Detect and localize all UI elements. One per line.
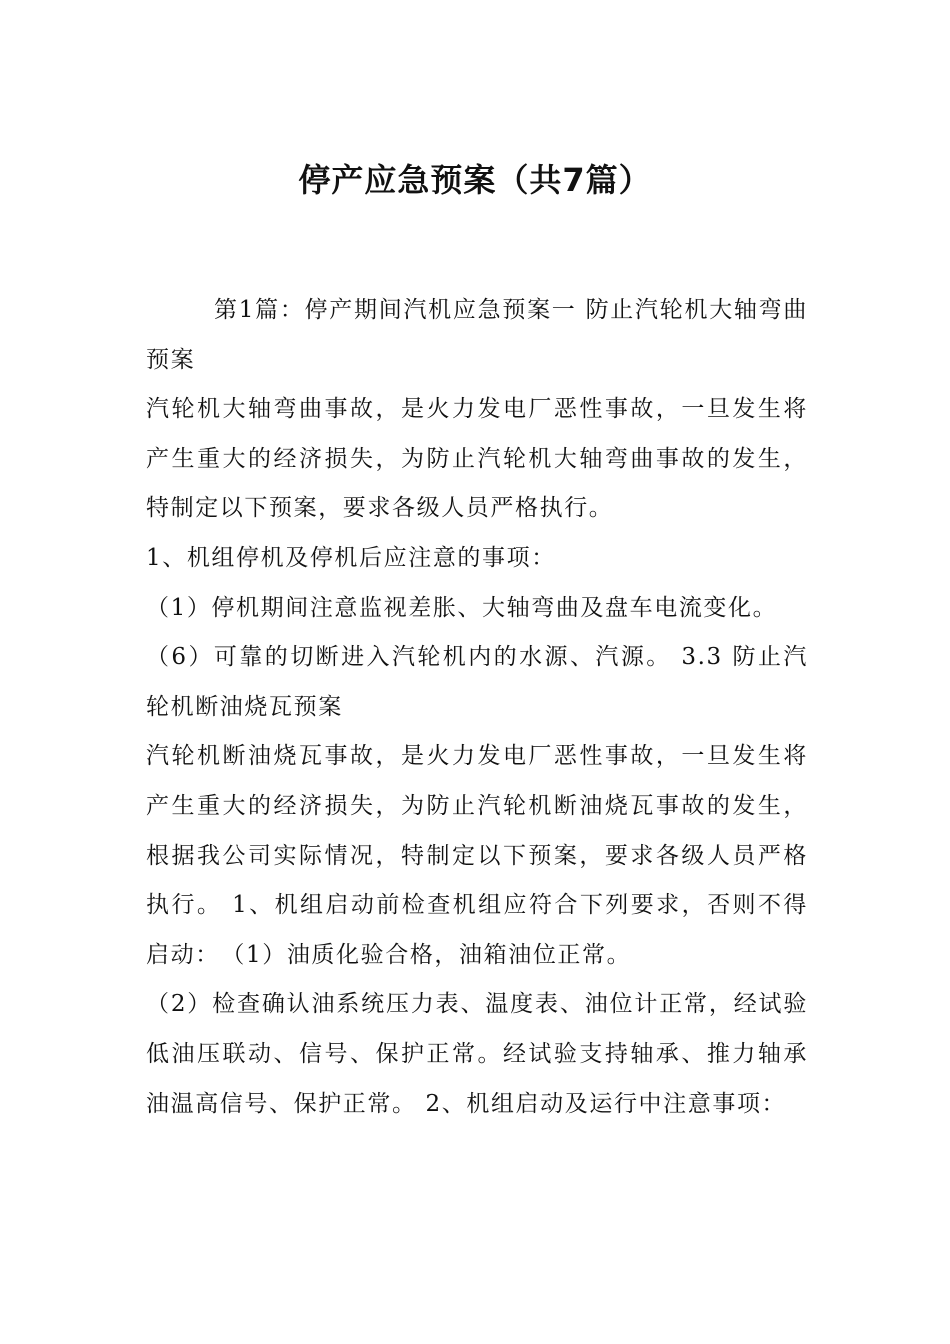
list-item: （6）可靠的切断进入汽轮机内的水源、汽源。 3.3 防止汽轮机断油烧瓦预案 (146, 644, 808, 720)
list-heading: 1、机组停机及停机后应注意的事项： (146, 544, 556, 571)
list-item: （2）检查确认油系统压力表、温度表、油位计正常，经试验低油压联动、信号、保护正常。经试验支持轴承、推力轴承油温高信号、保护正常。 2、机组启动及运行中注意事项： (146, 991, 808, 1117)
body-paragraph: 汽轮机大轴弯曲事故，是火力发电厂恶性事故，一旦发生将产生重大的经济损失，为防止汽轮机大轴弯曲事故的发生，特制定以下预案，要求各级人员严格执行。 (146, 396, 808, 522)
body-paragraph: 汽轮机断油烧瓦事故，是火力发电厂恶性事故，一旦发生将产生重大的经济损失，为防止汽轮机断油烧瓦事故的发生，根据我公司实际情况，特制定以下预案，要求各级人员严格执行。 1、机组启动前检查机组应符合下列要求，否则不得启动： （1）油质化验合格，油箱油位正常。 (146, 743, 808, 968)
document-title: 停产应急预案（共7篇） (298, 161, 652, 199)
document-body (146, 286, 808, 1129)
section-heading: 第1篇：停产期间汽机应急预案一 防止汽轮机大轴弯曲预案 (146, 297, 808, 373)
list-item: （1）停机期间注意监视差胀、大轴弯曲及盘车电流变化。 (146, 594, 778, 621)
